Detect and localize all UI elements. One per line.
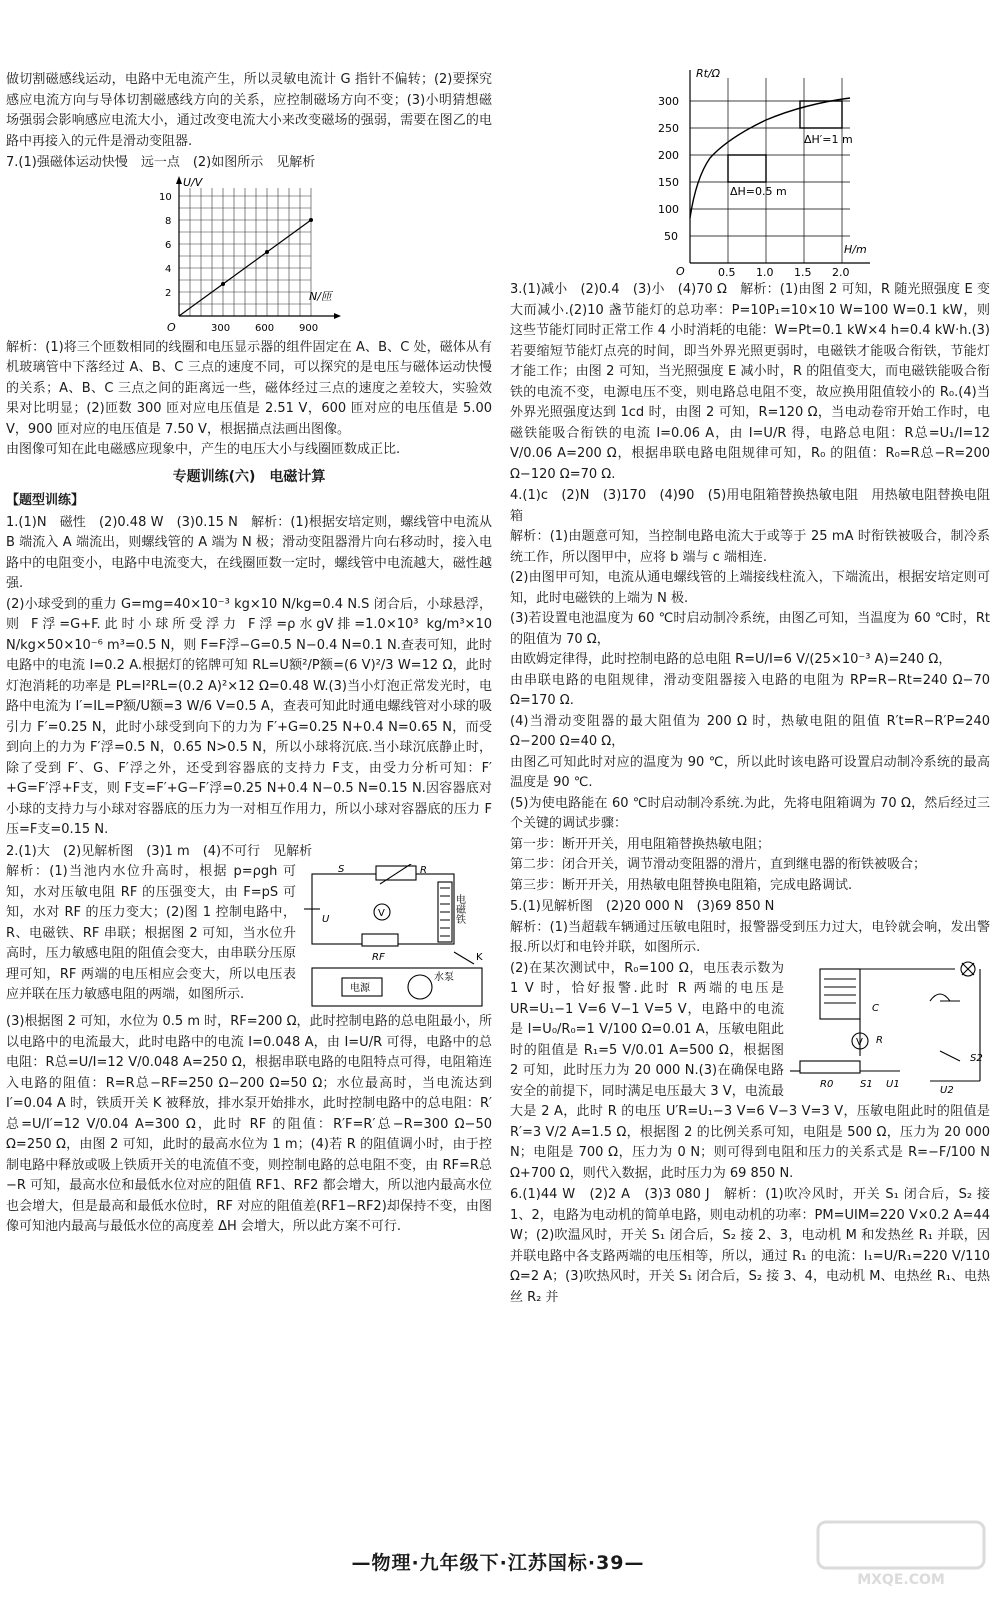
g7-xtick: 300 bbox=[211, 322, 231, 334]
q7-conclusion: 由图像可知在此电磁感应现象中，产生的电压大小与线圈匝数成正比. bbox=[6, 442, 401, 457]
c2-label-r: R bbox=[420, 865, 427, 876]
g7-ytick: 4 bbox=[165, 263, 172, 275]
c5-label-u1: U1 bbox=[886, 1078, 900, 1090]
question-type-label: 【题型训练】 bbox=[6, 493, 85, 508]
c5-label-r: R bbox=[876, 1034, 883, 1046]
q1-part2: (2)小球受到的重力 G=mg=40×10⁻³ kg×10 N/kg=0.4 N.S 闭合后，小球悬浮，则 F浮=G+F.此时小球所受浮力 F浮=ρ水gV排=1.0×10³ kg/m³×10 N/kg×50×10⁻⁶ m³=0.5 N，则 F=F浮−G=0.5 N−0.4 N=0.1 N.查表可知，此时电路中的电流 I=0.2 A.根据灯的铭牌可知 RL=U额²/P额=(6 V)²/3 W=12 Ω，此时灯泡消耗的功率是 PL=I²RL=(0.2 A)²×12 Ω=0.48 W.(3)当小灯泡正常发光时，电路中电流为 I′=IL=P额/U额=3 W/6 V=0.5 A，查表可知此时通电螺线管对小球的吸引力 F′=0.25 N，此时小球受到向下的力为 F′+G=0.25 N+0.4 N=0.65 N，而受到向上的力为 F′浮=0.5 N，0.65 N>0.5 N，所以小球将沉底.当小球沉底静止时，除了受到 F′、G、F′浮之外，还受到容器底的支持力 F支，由受力分析可知：F′+G=F′浮+F支，则 F支=F′+G−F′浮=0.25 N+0.4 N−0.5 N=0.15 N.因容器底对小球的支持力与小球对容器底的压力为一对相互作用力，所以小球对容器底的压力 F压=F支=0.15 N. bbox=[6, 596, 492, 837]
g7-xtick: 900 bbox=[299, 322, 319, 334]
q4-line: (4)当滑动变阻器的最大阻值为 200 Ω 时，热敏电阻的阻值 R′t=R−R′P=240 Ω−200 Ω=40 Ω， bbox=[510, 713, 990, 749]
left-column bbox=[6, 70, 492, 1238]
c2-label-pump: 水泵 bbox=[434, 972, 454, 983]
c2-label-power: 电源 bbox=[350, 983, 370, 994]
gr-xlabel: H/m bbox=[844, 243, 867, 256]
c5-label-r0: R0 bbox=[820, 1078, 834, 1090]
c2-label-magnet: 电磁铁 bbox=[453, 894, 465, 924]
q4-line: (2)由图甲可知，电流从通电螺线管的上端接线柱流入，下端流出，根据安培定则可知，此时电磁铁的上端为 N 极. bbox=[510, 570, 990, 606]
c2-label-u: U bbox=[322, 914, 330, 925]
intro-paragraph: 做切割磁感线运动，电路中无电流产生，所以灵敏电流计 G 指针不偏转；(2)要探究感应电流方向与导体切割磁感线方向的关系，应控制磁场方向不变；(3)小明猜想磁场强弱会影响感应电流大小，通过改变电流大小来改变磁场的强弱，需要在图乙的电路中再接入的元件是滑动变阻器. bbox=[6, 72, 492, 149]
c5-label-s2: S2 bbox=[970, 1052, 983, 1064]
q4-line: 第一步：断开开关，用电阻箱替换热敏电阻； bbox=[510, 836, 771, 852]
q4-line: 第二步：闭合开关，调节滑动变阻器的滑片，直到继电器的衔铁被吸合； bbox=[510, 857, 927, 872]
c5-label-s1: S1 bbox=[860, 1078, 873, 1090]
c5-label-c: C bbox=[872, 1002, 879, 1014]
c2-label-s: S bbox=[338, 864, 345, 875]
g7-xtick: 600 bbox=[255, 322, 275, 334]
c2-label-rf: RF bbox=[372, 952, 385, 963]
voltage-turns-graph bbox=[149, 176, 349, 336]
q4-line: 第三步：断开开关，用热敏电阻替换电阻箱，完成电路调试. bbox=[510, 877, 853, 893]
q5-line: (2)在某次测试中，R₀=100 Ω，电压表示数为 1 V 时，恰好报警.此时 R 两端的电压是 UR=U₁−1 V=6 V−1 V=5 V，电路中的电流是 I=U₀/R₀=1 V/100 Ω=0.01 A，压敏电阻此时的阻值是 R₁=5 V/0.01 A=500 Ω，根据图 2 可知，此时压力为 20 000 N.(3)在确保电路安全的前提下，同时满足电压最大 3 V，电流最大是 2 A，此时 R 的电压 U′R=U₁−3 V=6 V−3 V=3 V，压敏电阻此时的阻值是 R′=3 V/2 A=1.5 Ω，根据图 2 的比例关系可知，电阻是 500 Ω，压力为 20 000 N；电阻是 700 Ω，压力为 0 N；则可得到电阻和压力的关系式是 R=−F/100 N Ω+700 Ω，则代入数据，此时压力为 69 850 N. bbox=[510, 960, 990, 1181]
q4-line: 由串联电路的电阻规律，滑动变阻器接入电路的电阻为 RP=R−Rt=240 Ω−70 Ω=170 Ω. bbox=[510, 672, 990, 708]
resistance-height-graph bbox=[650, 68, 880, 278]
q5-block bbox=[510, 959, 990, 1185]
c5-label-u2: U2 bbox=[940, 1084, 954, 1093]
q4-line: (3)若设置电池温度为 60 ℃时启动制冷系统，由图乙可知，当温度为 60 ℃时，Rt 的阻值为 70 Ω， bbox=[510, 611, 990, 647]
c2-label-k: K bbox=[476, 952, 483, 963]
section-title: 专题训练(六) 电磁计算 bbox=[172, 468, 326, 485]
gr-xtick: 1.5 bbox=[794, 266, 812, 278]
g7-ylabel: U/V bbox=[183, 175, 203, 189]
gr-xtick: 1.0 bbox=[756, 266, 774, 278]
gr-origin: O bbox=[676, 265, 685, 278]
q4-answer: 4.(1)c (2)N (3)170 (4)90 (5)用电阻箱替换热敏电阻 用热敏电阻替换电阻箱 bbox=[510, 488, 990, 524]
water-level-circuit bbox=[302, 864, 492, 1012]
q7-answer: 7.(1)强磁体运动快慢 远一点 (2)如图所示 见解析 bbox=[6, 155, 316, 170]
q5-line: 解析：(1)当超载车辆通过压敏电阻时，报警器受到压力过大，电铃就会响，发出警报.所以灯和电铃并联，如图所示. bbox=[510, 919, 990, 955]
g7-origin: O bbox=[167, 320, 176, 334]
gr-xtick: 2.0 bbox=[832, 266, 850, 278]
gr-ytick: 300 bbox=[658, 95, 679, 108]
g7-ytick: 8 bbox=[165, 215, 172, 227]
gr-xtick: 0.5 bbox=[718, 266, 736, 278]
q4-line: 由欧姆定律得，此时控制电路的总电阻 R=U/I=6 V/(25×10⁻³ A)=240 Ω， bbox=[510, 652, 952, 667]
g7-xlabel: N/匝 bbox=[309, 289, 332, 303]
q3-answer: 3.(1)减小 (2)0.4 (3)小 (4)70 Ω 解析：(1)由图 2 可知，R 随光照强度 E 变大而减小.(2)10 盏节能灯的总功率：P=10P₁=10×10 W=100 W=0.1 kW，则这些节能灯同时正常工作 4 小时消耗的电能：W=Pt=0.1 kW×4 h=0.4 kW·h.(3)若要缩短节能灯点亮的时间，即当外界光照更弱时，电磁铁才能吸合衔铁，节能灯才能工作；由图 2 可知，当光照强度 E 减小时，R 的阻值变大，而电磁铁能吸合衔铁的电流不变，电源电压不变，则电路总电阻不变，故应换用阻值较小的 R₀.(4)当外界光照强度达到 1cd 时，由图 2 可知，R=120 Ω，当电动卷帘开始工作时，电磁铁能吸合衔铁的电流 I=0.06 A，由 I=U/R 得，电路总电阻：R总=U₁/I=12 V/0.06 A=200 Ω，根据串联电路电阻规律可知，R₀ 的阻值：R₀=R总−R=200 Ω−120 Ω=70 Ω. bbox=[510, 282, 990, 482]
gr-ylabel: Rt/Ω bbox=[696, 68, 721, 80]
q4-line: 由图乙可知此时对应的温度为 90 ℃，所以此时该电路可设置启动制冷系统的最高温度是 90 ℃. bbox=[510, 754, 990, 790]
gr-ytick: 150 bbox=[658, 176, 679, 189]
q2-part3: (3)根据图 2 可知，水位为 0.5 m 时，RF=200 Ω，此时控制电路的总电阻最小，所以电路中的电流最大，此时电路中的电流 I=0.048 A，由 I=U/R 可得，电路中的总电阻：R总=U/I=12 V/0.048 A=250 Ω，根据串联电路的电阻特点可得，电阻箱连入电路的阻值：R=R总−RF=250 Ω−200 Ω=50 Ω；水位最高时，当电流达到 I′=0.04 A 时，铁质开关 K 被释放，排水泵开始排水，此时控制电路中的总电阻：R′总=U/I′=12 V/0.04 A=300 Ω，此时 RF 的阻值：R′F=R′总−R=300 Ω−50 Ω=250 Ω，由图 2 可知，此时的最高水位为 1 m；(4)若 R 的阻值调小时，由于控制电路中释放或吸上铁质开关的电流值不变，则控制电路的总电阻不变，由 RF=R总−R 可知，最高水位和最低水位对应的阻值 RF1、RF2 都会增大，所以池内最高水位也会增大，但是最高和最低水位时，RF 对应的阻值差(RF1−RF2)却保持不变，由图像可知池内最高与最低水位的高度差 ΔH 会增大，所以此方案不可行. bbox=[6, 1014, 492, 1234]
q6-answer: 6.(1)44 W (2)2 A (3)3 080 J 解析：(1)吹冷风时，开关 S₁ 闭合后，S₂ 接 1、2，电路为电动机的简单电路，则电动机的功率：PM=UIM=220 V×0.2 A=44 W；(2)吹温风时，开关 S₁ 闭合后，S₂ 接 2、3，电动机 M 和发热丝 R₁ 并联，因并联电路中各支路两端的电压相等，所以，通过 R₁ 的电流：I₁=U/R₁=220 V/110 Ω=2 A；(3)吹热风时，开关 S₁ 闭合后，S₂ 接 3、4，电动机 M、电热丝 R₁、电热丝 R₂ 并 bbox=[510, 1187, 990, 1305]
q1-answer: 1.(1)N 磁性 (2)0.48 W (3)0.15 N 解析：(1)根据安培定则，螺线管中电流从 B 端流入 A 端流出，则螺线管的 A 端为 N 极；滑动变阻器滑片向右移动时，接入电路中的电阻变小，电路中电流变大，在线圈匝数一定时，螺线管中电流越大，磁性越强. bbox=[6, 514, 492, 591]
g7-ytick: 2 bbox=[165, 287, 172, 299]
q7-analysis: 解析：(1)将三个匝数相同的线圈和电压显示器的组件固定在 A、B、C 处，磁体从有机玻璃管中下落经过 A、B、C 三点的速度不同，可以探究的是电压与磁体运动快慢的关系；A、B、C 三点之间的距离远一些，磁体经过三点的速度之差较大，实验效果对比明显；(2)匝数 300 匝对应电压值是 2.51 V，600 匝对应的电压值是 5.00 V，900 匝对应的电压值是 7.50 V，根据描点法画出图像。 bbox=[6, 339, 492, 437]
page-footer: —物理·九年级下·江苏国标·39— bbox=[351, 1552, 645, 1574]
gr-ytick: 100 bbox=[658, 203, 679, 216]
q4-line: (5)为使电路能在 60 ℃时启动制冷系统.为此，先将电阻箱调为 70 Ω，然后经过三个关键的调试步骤： bbox=[510, 795, 990, 831]
overload-alarm-circuit bbox=[790, 961, 990, 1093]
right-column bbox=[510, 66, 990, 1308]
q2-analysis: 解析：(1)当池内水位升高时，根据 p=ρgh 可知，水对压敏电阻 RF 的压强变大，由 F=pS 可知，水对 RF 的压力变大；(2)图 1 控制电路中，R、电磁铁、RF 串联；根据图 2 可知，当水位升高时，压力敏感电阻的阻值会变大，由串联分压原理可知，RF 两端的电压相应会变大，所以电压表应并联在压力敏感电阻的两端，如图所示. bbox=[6, 864, 296, 1002]
c5-label-v: V bbox=[856, 1036, 863, 1048]
q5-answer: 5.(1)见解析图 (2)20 000 N (3)69 850 N bbox=[510, 899, 775, 914]
watermark-logo bbox=[816, 1520, 986, 1590]
g7-ytick: 6 bbox=[165, 239, 172, 251]
q4-line: 解析：(1)由题意可知，当控制电路电流大于或等于 25 mA 时衔铁被吸合，制冷系统工作，所以图甲中，应将 b 端与 c 端相连. bbox=[510, 529, 990, 565]
g7-ytick: 10 bbox=[159, 191, 172, 203]
q2-analysis-block bbox=[6, 862, 492, 1012]
c2-label-v: V bbox=[378, 908, 385, 919]
q2-answer: 2.(1)大 (2)见解析图 (3)1 m (4)不可行 见解析 bbox=[6, 843, 313, 859]
gr-ytick: 250 bbox=[658, 122, 679, 135]
gr-ytick: 50 bbox=[664, 230, 678, 243]
gr-ytick: 200 bbox=[658, 149, 679, 162]
svg-text:MXQE.COM: MXQE.COM bbox=[857, 1572, 945, 1588]
gr-annotation: ΔH=0.5 m bbox=[730, 185, 787, 198]
gr-annotation: ΔH′=1 m bbox=[804, 133, 853, 146]
